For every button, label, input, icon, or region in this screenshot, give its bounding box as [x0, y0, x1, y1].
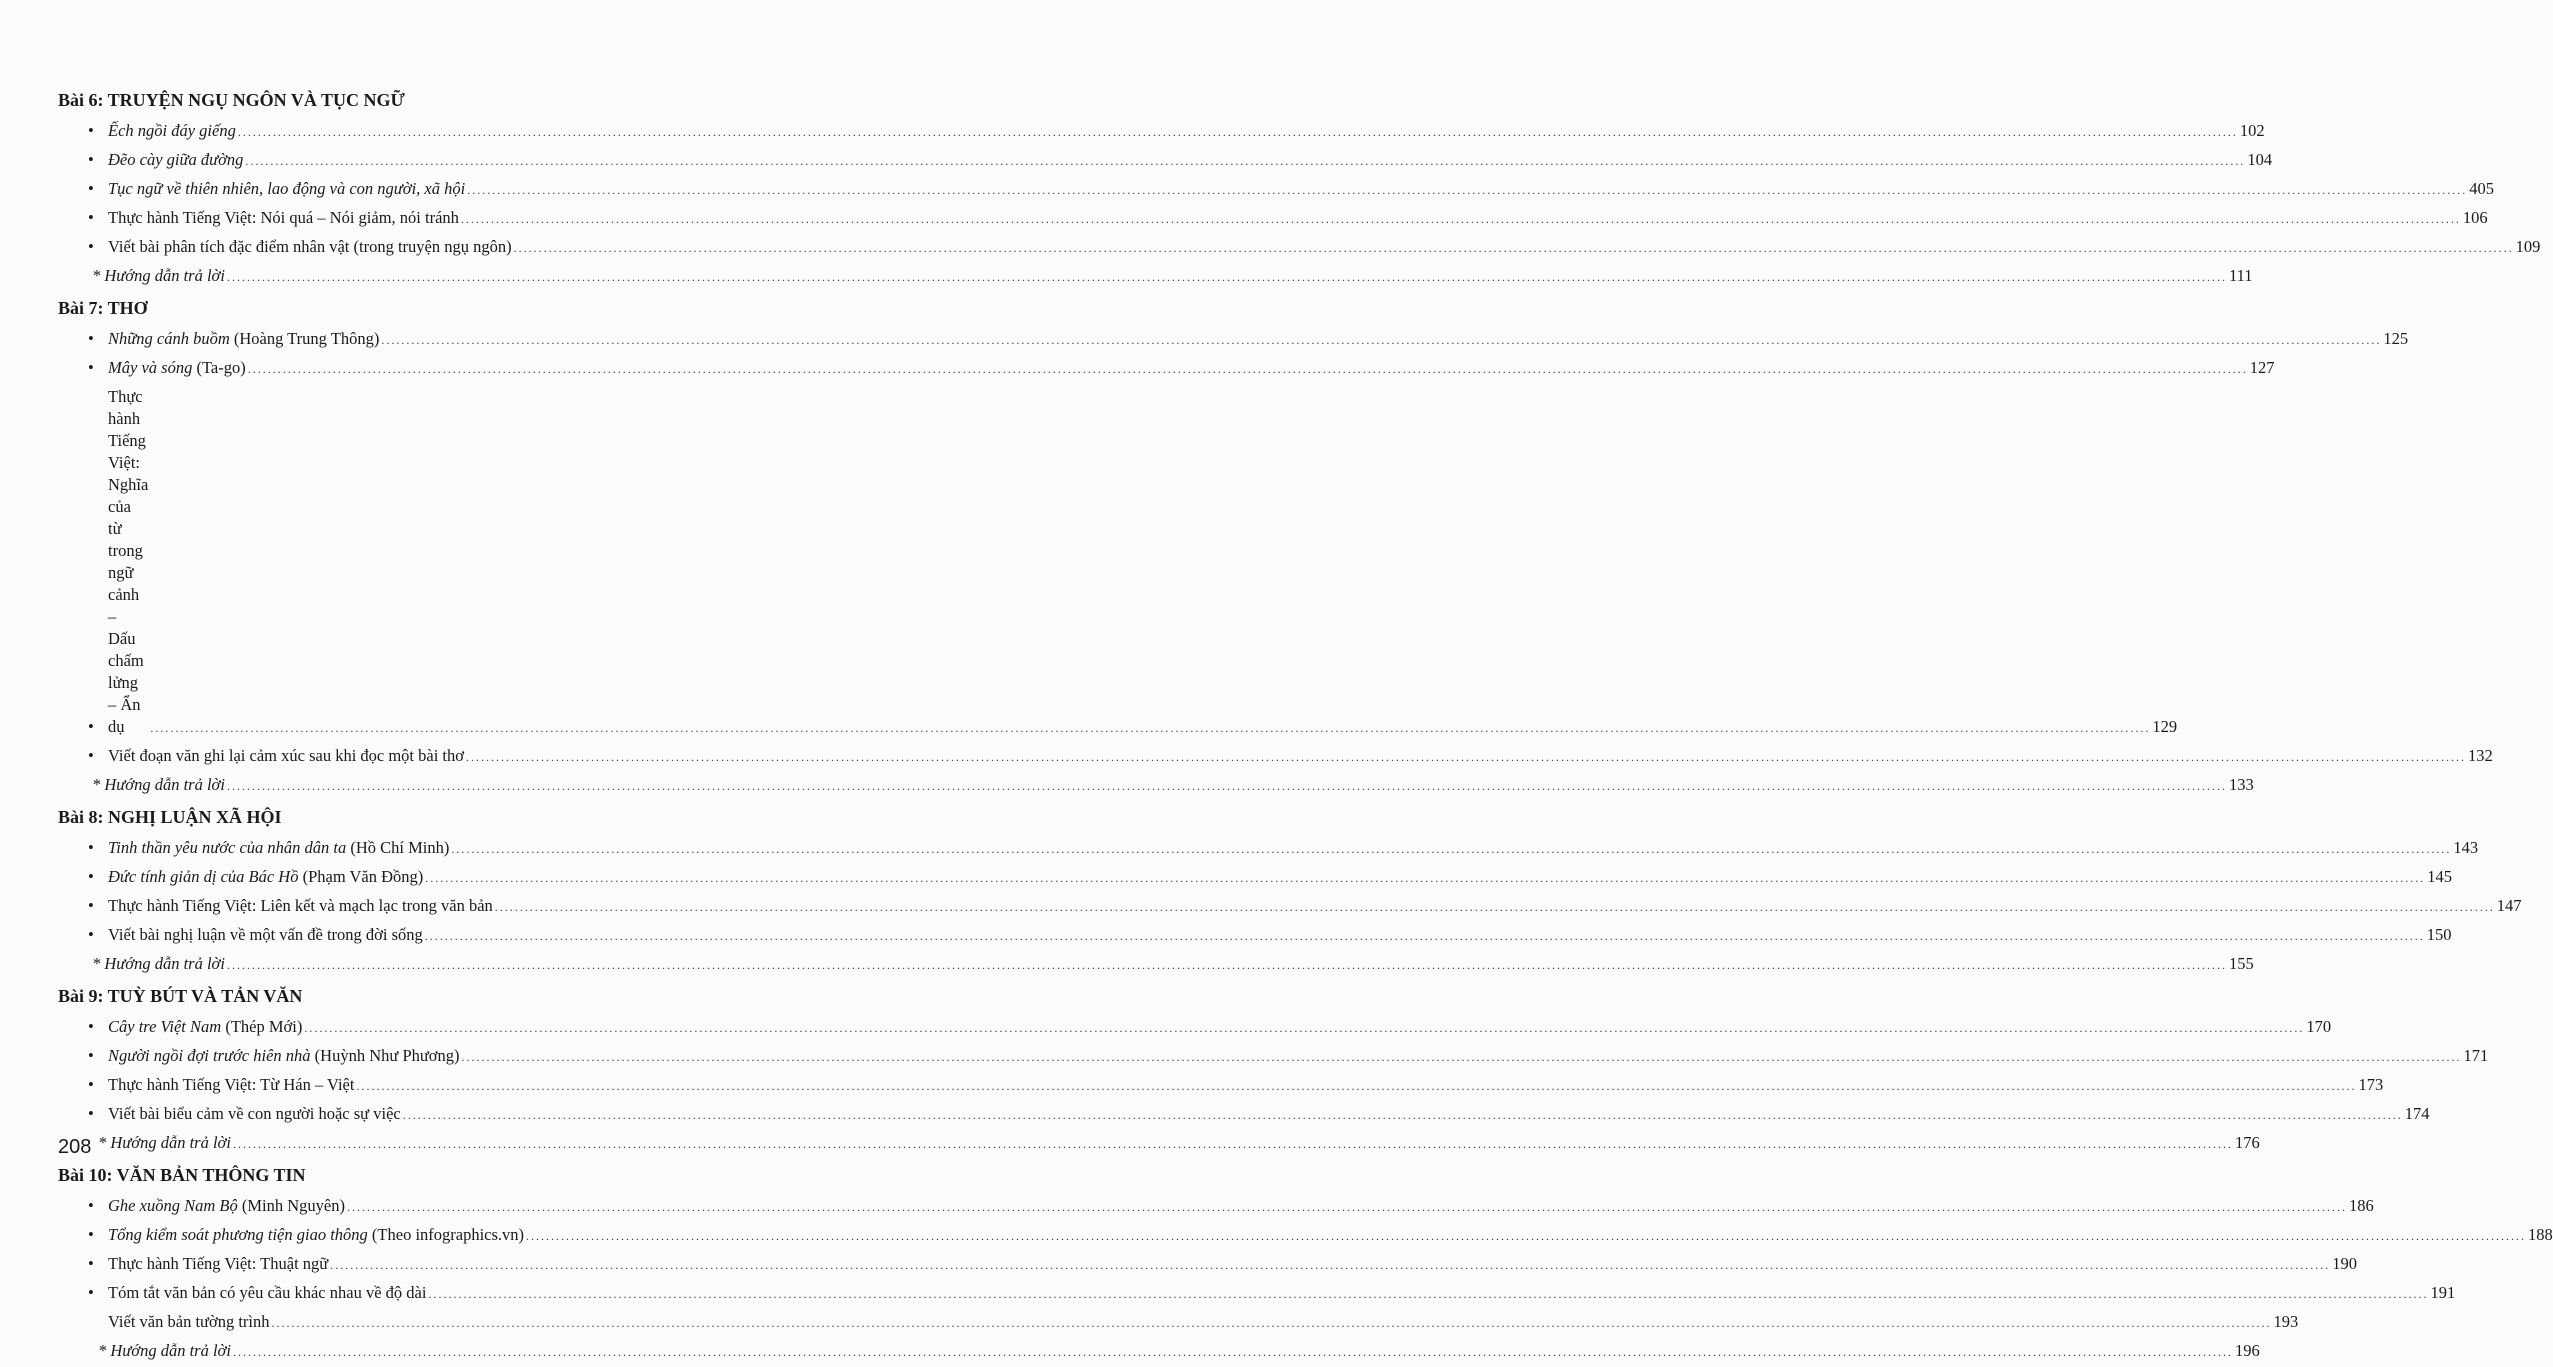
entry-page-number: 127: [2249, 358, 2275, 377]
entry-text: [108, 895, 493, 917]
entry-page-number: 190: [2332, 1254, 2357, 1273]
entry-page-number: 106: [2462, 208, 2488, 227]
toc-entry: [58, 1280, 2456, 1309]
entry-page-number: 174: [2404, 1104, 2430, 1123]
entry-page-number: 132: [2467, 746, 2493, 765]
toc-entry: [58, 384, 2178, 743]
entry-text: [108, 386, 148, 738]
bullet-icon: •: [88, 1046, 94, 1065]
dot-leader: ................................................................................................................................................................................................................................................................................................................................................................................................................: [494, 900, 2495, 914]
entry-text: [108, 328, 379, 350]
entry-text: [108, 178, 465, 200]
bullet-icon: •: [88, 717, 94, 736]
entry-title: Mây và sóng: [108, 358, 193, 377]
entry-text: [108, 1224, 524, 1246]
entry-page-number: 188: [2528, 1225, 2553, 1244]
toc-entry: [58, 1101, 2430, 1130]
toc-entry: [58, 326, 2409, 355]
entry-page-number: 150: [2426, 925, 2452, 944]
dot-leader: ................................................................................................................................................................................................................................................................................................................................................................................................................: [271, 1316, 2272, 1330]
bullet-icon: •: [88, 1254, 94, 1273]
entry-page-number: 109: [2515, 237, 2541, 256]
toc-entry: [58, 205, 2488, 234]
entry-description: (Hồ Chí Minh): [346, 838, 450, 857]
entry-page-number: 104: [2247, 150, 2273, 169]
entry-page-number: 171: [2463, 1046, 2489, 1065]
toc-entry: [58, 147, 2273, 176]
dot-leader: ................................................................................................................................................................................................................................................................................................................................................................................................................: [226, 779, 2227, 793]
bullet-icon: •: [88, 1196, 94, 1215]
toc-section: [58, 801, 2522, 980]
entry-description: Thực hành Tiếng Việt: Liên kết và mạch lạc trong văn bản: [108, 896, 493, 915]
guide-page-number: 196: [2234, 1341, 2260, 1360]
entry-title: Tinh thần yêu nước của nhân dân ta: [108, 838, 347, 857]
entry-description: (Thép Mới): [221, 1017, 303, 1036]
dot-leader: ................................................................................................................................................................................................................................................................................................................................................................................................................: [356, 1079, 2357, 1093]
entry-text: [108, 149, 243, 171]
entry-description: Viết đoạn văn ghi lại cảm xúc sau khi đọc một bài thơ: [108, 746, 464, 765]
entry-text: [108, 924, 423, 946]
entry-title: Đức tính giản dị của Bác Hồ: [108, 867, 299, 886]
bullet-icon: •: [88, 358, 94, 377]
guide-page-number: 176: [2234, 1133, 2260, 1152]
bullet-icon: •: [88, 150, 94, 169]
entry-description: Viết bài biểu cảm về con người hoặc sự việc: [108, 1104, 401, 1123]
bullet-icon: •: [88, 1225, 94, 1244]
bullet-icon: •: [88, 925, 94, 944]
toc-entry: [58, 1043, 2489, 1072]
entry-text: [108, 1045, 460, 1067]
entry-text: [108, 745, 464, 767]
dot-leader: ................................................................................................................................................................................................................................................................................................................................................................................................................: [381, 333, 2382, 347]
entry-text: [108, 1074, 354, 1096]
entry-title: Đẽo cày giữa đường: [108, 150, 244, 169]
dot-leader: ................................................................................................................................................................................................................................................................................................................................................................................................................: [346, 1200, 2347, 1214]
answer-guide-entry: [58, 772, 2254, 801]
dot-leader: ................................................................................................................................................................................................................................................................................................................................................................................................................: [237, 125, 2238, 139]
entry-title: Tục ngữ về thiên nhiên, lao động và con người, xã hội: [108, 179, 466, 198]
dot-leader: ................................................................................................................................................................................................................................................................................................................................................................................................................: [247, 362, 2248, 376]
bullet-icon: •: [88, 208, 94, 227]
toc-section: [58, 292, 2493, 801]
entry-title: Người ngồi đợi trước hiên nhà: [108, 1046, 311, 1065]
bullet-icon: •: [88, 1017, 94, 1036]
toc-entry: [58, 176, 2494, 205]
toc-section: [58, 980, 2489, 1159]
bullet-icon: •: [88, 838, 94, 857]
guide-label: * Hướng dẫn trả lời: [92, 266, 225, 285]
dot-leader: ................................................................................................................................................................................................................................................................................................................................................................................................................: [424, 929, 2425, 943]
section-heading: Bài 6: TRUYỆN NGỤ NGÔN VÀ TỤC NGỮ: [58, 90, 405, 110]
entry-page-number: 143: [2453, 838, 2479, 857]
toc-entry: [58, 1193, 2374, 1222]
answer-guide-entry: [58, 263, 2253, 292]
toc-entry: [58, 864, 2453, 893]
guide-label: * Hướng dẫn trả lời: [98, 1133, 231, 1152]
dot-leader: ................................................................................................................................................................................................................................................................................................................................................................................................................: [526, 1229, 2527, 1243]
toc-section: [58, 1159, 2553, 1367]
dot-leader: ................................................................................................................................................................................................................................................................................................................................................................................................................: [226, 958, 2227, 972]
bullet-icon: •: [88, 867, 94, 886]
toc-entry: [58, 118, 2265, 147]
dot-leader: ................................................................................................................................................................................................................................................................................................................................................................................................................: [245, 154, 2246, 168]
entry-text: [108, 1282, 426, 1304]
entry-description: Thực hành Tiếng Việt: Nghĩa của từ trong ngữ cảnh –: [108, 387, 149, 626]
entry-text: [108, 1253, 328, 1275]
bullet-icon: •: [88, 1283, 94, 1302]
toc-entry: [58, 922, 2452, 951]
table-of-contents: [58, 84, 2553, 1367]
dot-leader: ................................................................................................................................................................................................................................................................................................................................................................................................................: [304, 1021, 2305, 1035]
entry-page-number: 102: [2239, 121, 2265, 140]
entry-description: (Minh Nguyên): [237, 1196, 345, 1215]
entry-text: [108, 866, 423, 888]
dot-leader: ................................................................................................................................................................................................................................................................................................................................................................................................................: [461, 1050, 2462, 1064]
entry-page-number: 173: [2358, 1075, 2384, 1094]
toc-entry: [58, 1222, 2553, 1251]
entry-title: Những cánh buồm: [108, 329, 230, 348]
entry-text: [108, 1016, 302, 1038]
entry-page-number: 129: [2152, 717, 2178, 736]
entry-text: [108, 357, 246, 379]
guide-page-number: 133: [2228, 775, 2254, 794]
guide-label: * Hướng dẫn trả lời: [92, 775, 225, 794]
toc-entry: [58, 1014, 2332, 1043]
entry-title: Ghe xuồng Nam Bộ: [108, 1196, 238, 1215]
dot-leader: ................................................................................................................................................................................................................................................................................................................................................................................................................: [460, 212, 2461, 226]
toc-entry: [58, 355, 2275, 384]
section-heading: Bài 9: TUỲ BÚT VÀ TẢN VĂN: [58, 986, 303, 1006]
dot-leader: ................................................................................................................................................................................................................................................................................................................................................................................................................: [425, 871, 2426, 885]
entry-description: Thực hành Tiếng Việt: Nói quá – Nói giảm, nói tránh: [108, 208, 459, 227]
entry-description: (Theo infographics.vn): [367, 1225, 525, 1244]
toc-section: [58, 84, 2541, 292]
entry-title: Tổng kiểm soát phương tiện giao thông: [108, 1225, 368, 1244]
entry-page-number: 145: [2427, 867, 2453, 886]
bullet-icon: •: [88, 179, 94, 198]
toc-entry: [58, 1072, 2384, 1101]
dot-leader: ................................................................................................................................................................................................................................................................................................................................................................................................................: [232, 1137, 2233, 1151]
entry-text: [108, 1311, 269, 1333]
section-heading: Bài 8: NGHỊ LUẬN XÃ HỘI: [58, 807, 282, 827]
dot-leader: ................................................................................................................................................................................................................................................................................................................................................................................................................: [226, 270, 2227, 284]
entry-description: (Ta-go): [192, 358, 246, 377]
bullet-icon: •: [88, 746, 94, 765]
toc-entry: [58, 743, 2493, 772]
bullet-icon: •: [88, 121, 94, 140]
bullet-icon: •: [88, 1075, 94, 1094]
entry-description: Viết bài phân tích đặc điểm nhân vật (trong truyện ngụ ngôn): [108, 237, 512, 256]
toc-entry: [58, 1309, 2299, 1338]
guide-label: * Hướng dẫn trả lời: [98, 1341, 231, 1360]
answer-guide-entry: [58, 951, 2254, 980]
answer-guide-entry: [58, 1338, 2260, 1367]
toc-entry: [58, 234, 2541, 263]
guide-page-number: 111: [2228, 266, 2253, 285]
guide-label: * Hướng dẫn trả lời: [92, 954, 225, 973]
entry-page-number: 405: [2469, 179, 2494, 198]
entry-description: (Phạm Văn Đồng): [298, 867, 424, 886]
entry-text: [108, 1195, 345, 1217]
dot-leader: ................................................................................................................................................................................................................................................................................................................................................................................................................: [232, 1345, 2233, 1359]
entry-description: Viết bài nghị luận về một vấn đề trong đời sống: [108, 925, 423, 944]
entry-text: [108, 1103, 401, 1125]
toc-entry: [58, 1251, 2357, 1280]
entry-text: [108, 236, 512, 258]
dot-leader: ................................................................................................................................................................................................................................................................................................................................................................................................................: [467, 183, 2468, 197]
dot-leader: ................................................................................................................................................................................................................................................................................................................................................................................................................: [402, 1108, 2403, 1122]
dot-leader: ................................................................................................................................................................................................................................................................................................................................................................................................................: [330, 1258, 2331, 1272]
entry-continuation: Dấu chấm lửng – Ẩn dụ: [108, 629, 144, 736]
entry-title: Ếch ngồi đáy giếng: [108, 121, 236, 140]
entry-description: Viết văn bản tường trình: [108, 1312, 270, 1331]
guide-page-number: 155: [2228, 954, 2254, 973]
entry-text: [108, 120, 236, 142]
entry-description: (Hoàng Trung Thông): [229, 329, 380, 348]
dot-leader: ................................................................................................................................................................................................................................................................................................................................................................................................................: [465, 750, 2466, 764]
entry-page-number: 193: [2273, 1312, 2299, 1331]
entry-text: [108, 207, 459, 229]
entry-description: (Huỳnh Như Phương): [310, 1046, 460, 1065]
bullet-icon: •: [88, 237, 94, 256]
dot-leader: ................................................................................................................................................................................................................................................................................................................................................................................................................: [150, 721, 2151, 735]
bullet-icon: •: [88, 1104, 94, 1123]
entry-description: Thực hành Tiếng Việt: Từ Hán – Việt: [108, 1075, 355, 1094]
entry-description: Thực hành Tiếng Việt: Thuật ngữ: [108, 1254, 329, 1273]
entry-text: [108, 837, 449, 859]
bullet-icon: •: [88, 329, 94, 348]
answer-guide-entry: [58, 1130, 2260, 1159]
entry-page-number: 191: [2430, 1283, 2456, 1302]
dot-leader: ................................................................................................................................................................................................................................................................................................................................................................................................................: [513, 241, 2514, 255]
entry-title: Cây tre Việt Nam: [108, 1017, 222, 1036]
bullet-icon: •: [88, 896, 94, 915]
section-heading: Bài 7: THƠ: [58, 298, 148, 318]
entry-page-number: 170: [2306, 1017, 2332, 1036]
toc-entry: [58, 835, 2479, 864]
entry-page-number: 125: [2383, 329, 2409, 348]
toc-entry: [58, 893, 2522, 922]
section-heading: Bài 10: VĂN BẢN THÔNG TIN: [58, 1165, 306, 1185]
entry-description: Tóm tắt văn bản có yêu cầu khác nhau về độ dài: [108, 1283, 427, 1302]
dot-leader: ................................................................................................................................................................................................................................................................................................................................................................................................................: [428, 1287, 2429, 1301]
entry-page-number: 186: [2348, 1196, 2374, 1215]
dot-leader: ................................................................................................................................................................................................................................................................................................................................................................................................................: [451, 842, 2452, 856]
entry-page-number: 147: [2496, 896, 2522, 915]
page-number: 208: [58, 1136, 92, 1158]
